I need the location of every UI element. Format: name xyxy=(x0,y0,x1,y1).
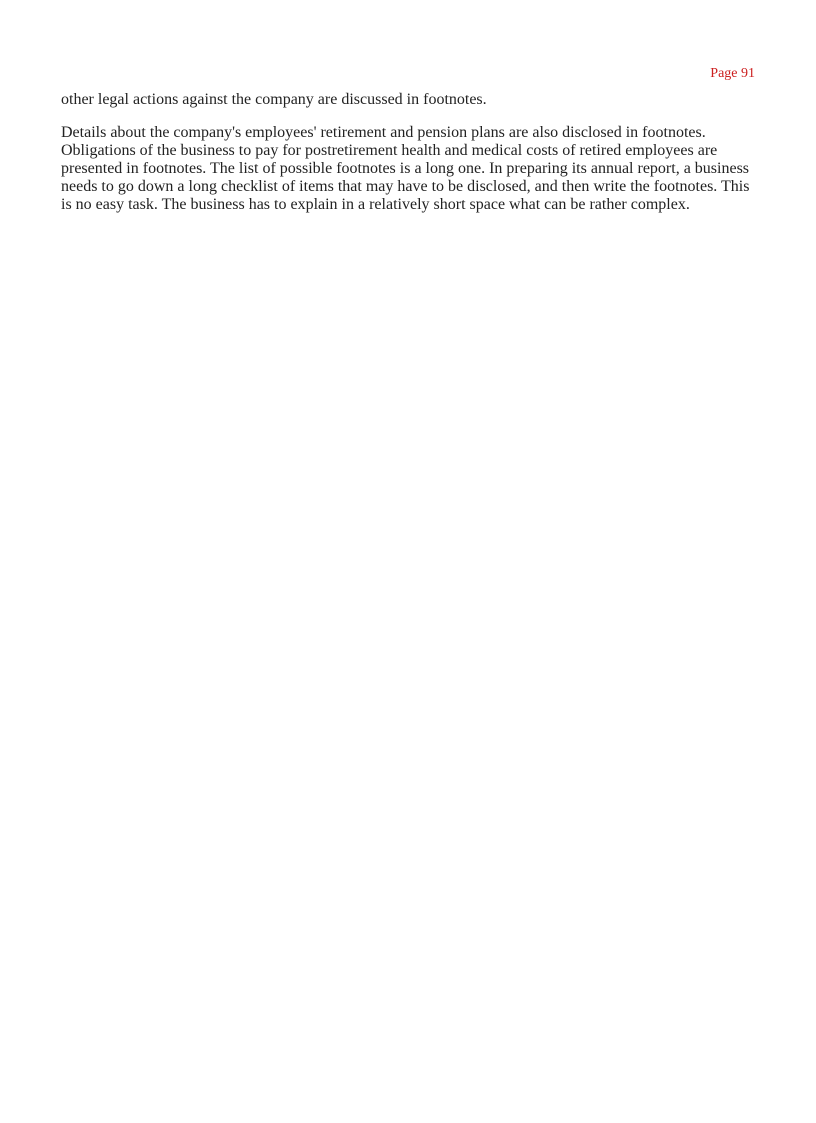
document-body xyxy=(61,91,761,214)
paragraph-footnote-disclosures: Details about the company's employees' retirement and pension plans are also disclosed in footnotes. Obligations of the business to pay for postretirement health and medical costs of retired employees are presented in footnotes. The list of possible footnotes is a long one. In preparing its annual report, a business needs to go down a long checklist of items that may have to be disclosed, and then write the footnotes. This is no easy task. The business has to explain in a relatively short space what can be rather complex. xyxy=(61,124,750,213)
page-number: Page 91 xyxy=(710,66,755,81)
paragraph-continued: other legal actions against the company are discussed in footnotes. xyxy=(61,91,487,108)
